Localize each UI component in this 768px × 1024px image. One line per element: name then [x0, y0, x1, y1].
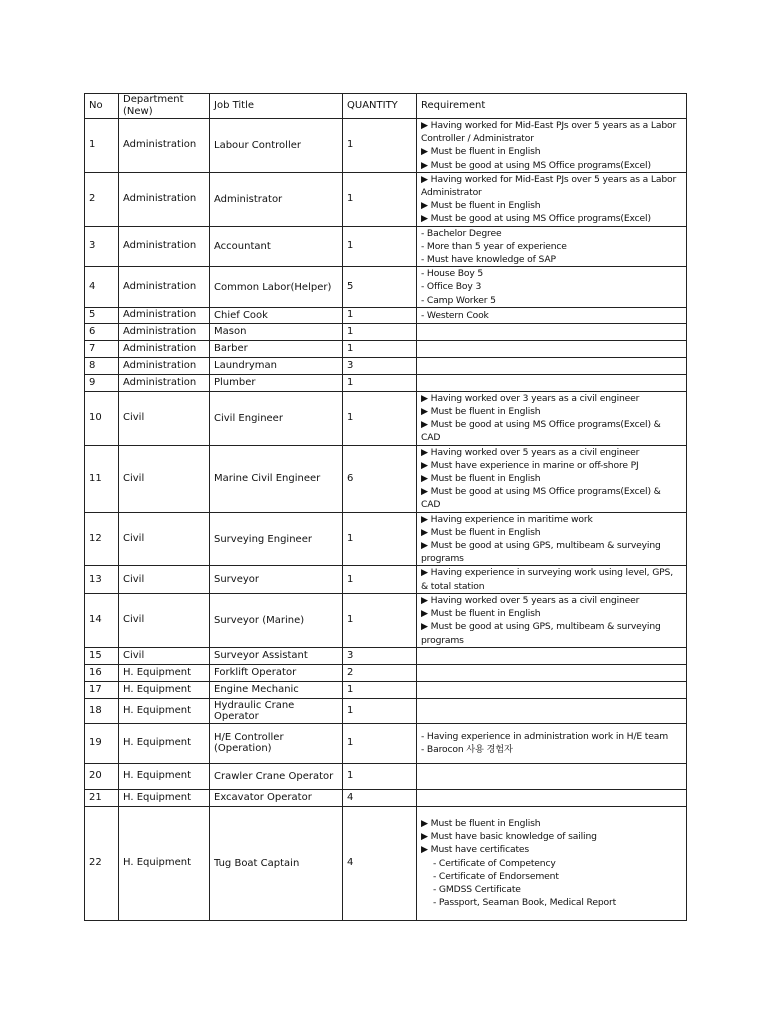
- row-department: Civil: [119, 512, 210, 566]
- requirement-line: - Barocon 사용 경험자: [421, 744, 513, 756]
- row-quantity: 3: [343, 357, 417, 374]
- row-department: Civil: [119, 647, 210, 664]
- row-department: Civil: [119, 445, 210, 512]
- row-department: H. Equipment: [119, 723, 210, 763]
- table-row: [85, 445, 687, 512]
- row-department: H. Equipment: [119, 763, 210, 789]
- row-number: 21: [85, 789, 119, 806]
- row-job-title: Common Labor(Helper): [210, 267, 343, 308]
- table-row: [85, 172, 687, 226]
- row-requirement: [417, 723, 687, 763]
- table-row: [85, 307, 687, 323]
- header-department: Department (New): [119, 94, 210, 119]
- row-number: 5: [85, 307, 119, 323]
- requirement-line: ▶ Must be fluent in English: [421, 146, 541, 158]
- row-number: 18: [85, 698, 119, 723]
- table-row: [85, 664, 687, 681]
- table-row: [85, 512, 687, 566]
- requirement-line: - Bachelor Degree: [421, 227, 502, 239]
- row-department: Administration: [119, 226, 210, 267]
- row-number: 6: [85, 323, 119, 340]
- row-department: Administration: [119, 323, 210, 340]
- row-number: 4: [85, 267, 119, 308]
- row-quantity: 1: [343, 374, 417, 391]
- requirement-line: - House Boy 5: [421, 268, 484, 280]
- row-quantity: 4: [343, 789, 417, 806]
- header-requirement: Requirement: [417, 94, 687, 119]
- row-number: 8: [85, 357, 119, 374]
- row-number: 14: [85, 593, 119, 647]
- requirement-line: ▶ Must be good at using GPS, multibeam & surveying programs: [421, 540, 661, 565]
- table-row: [85, 763, 687, 789]
- row-department: H. Equipment: [119, 681, 210, 698]
- requirement-line: - Passport, Seaman Book, Medical Report: [433, 897, 617, 909]
- table-row: [85, 593, 687, 647]
- row-quantity: 1: [343, 391, 417, 445]
- table-row: [85, 647, 687, 664]
- table-row: [85, 323, 687, 340]
- row-requirement: [417, 789, 687, 806]
- row-requirement: [417, 391, 687, 445]
- row-job-title: Marine Civil Engineer: [210, 445, 343, 512]
- row-quantity: 1: [343, 323, 417, 340]
- table-body: [85, 119, 687, 921]
- requirement-line: ▶ Having experience in surveying work using level, GPS, & total station: [421, 567, 674, 592]
- row-job-title: Laundryman: [210, 357, 343, 374]
- row-job-title: Engine Mechanic: [210, 681, 343, 698]
- job-requirements-table: [84, 93, 687, 921]
- row-number: 7: [85, 340, 119, 357]
- row-quantity: 4: [343, 806, 417, 920]
- requirement-line: ▶ Having worked over 3 years as a civil engineer: [421, 392, 640, 404]
- requirement-line: ▶ Having worked for Mid-East PJs over 5 years as a Labor Administrator: [421, 173, 677, 199]
- requirement-line: - Having experience in administration work in H/E team: [421, 731, 669, 742]
- table-row: [85, 723, 687, 763]
- row-department: Administration: [119, 357, 210, 374]
- row-quantity: 2: [343, 664, 417, 681]
- row-number: 9: [85, 374, 119, 391]
- row-number: 10: [85, 391, 119, 445]
- row-job-title: Crawler Crane Operator: [210, 763, 343, 789]
- requirement-line: - GMDSS Certificate: [433, 884, 521, 895]
- row-requirement: [417, 340, 687, 357]
- row-job-title: Tug Boat Captain: [210, 806, 343, 920]
- requirement-line: ▶ Must be fluent in English: [421, 817, 541, 829]
- row-quantity: 1: [343, 723, 417, 763]
- table-row: [85, 267, 687, 308]
- row-department: Administration: [119, 307, 210, 323]
- table-row: [85, 340, 687, 357]
- row-number: 19: [85, 723, 119, 763]
- table-row: [85, 391, 687, 445]
- row-job-title: Surveyor: [210, 566, 343, 593]
- row-requirement: [417, 593, 687, 647]
- row-requirement: [417, 172, 687, 226]
- row-quantity: 1: [343, 566, 417, 593]
- requirement-line: ▶ Must be good at using MS Office programs(Excel) & CAD: [421, 486, 661, 511]
- row-number: 15: [85, 647, 119, 664]
- row-department: Administration: [119, 374, 210, 391]
- row-job-title: H/E Controller (Operation): [210, 723, 343, 763]
- row-job-title: Barber: [210, 340, 343, 357]
- row-job-title: Civil Engineer: [210, 391, 343, 445]
- row-department: H. Equipment: [119, 664, 210, 681]
- requirement-line: ▶ Must be fluent in English: [421, 526, 541, 538]
- row-job-title: Labour Controller: [210, 119, 343, 173]
- row-quantity: 1: [343, 512, 417, 566]
- table-row: [85, 806, 687, 920]
- row-requirement: [417, 267, 687, 308]
- row-number: 12: [85, 512, 119, 566]
- row-requirement: [417, 806, 687, 920]
- row-quantity: 1: [343, 593, 417, 647]
- row-job-title: Surveyor (Marine): [210, 593, 343, 647]
- requirement-line: - More than 5 year of experience: [421, 240, 567, 252]
- row-number: 20: [85, 763, 119, 789]
- requirement-line: ▶ Having worked over 5 years as a civil engineer: [421, 594, 640, 606]
- requirement-line: - Office Boy 3: [421, 281, 482, 293]
- row-number: 17: [85, 681, 119, 698]
- row-requirement: [417, 647, 687, 664]
- requirement-line: ▶ Must be good at using GPS, multibeam & surveying programs: [421, 621, 661, 646]
- row-quantity: 1: [343, 226, 417, 267]
- row-department: H. Equipment: [119, 789, 210, 806]
- row-department: Administration: [119, 267, 210, 308]
- row-quantity: 3: [343, 647, 417, 664]
- requirement-line: ▶ Having worked over 5 years as a civil engineer: [421, 446, 640, 458]
- row-job-title: Plumber: [210, 374, 343, 391]
- requirement-line: ▶ Must be fluent in English: [421, 200, 541, 212]
- row-job-title: Accountant: [210, 226, 343, 267]
- row-requirement: [417, 374, 687, 391]
- row-job-title: Excavator Operator: [210, 789, 343, 806]
- row-requirement: [417, 698, 687, 723]
- row-requirement: [417, 763, 687, 789]
- requirement-line: - Certificate of Endorsement: [433, 870, 559, 882]
- requirement-line: - Must have knowledge of SAP: [421, 254, 556, 266]
- row-number: 1: [85, 119, 119, 173]
- row-number: 3: [85, 226, 119, 267]
- row-requirement: [417, 119, 687, 173]
- requirement-line: - Camp Worker 5: [421, 294, 496, 306]
- row-department: H. Equipment: [119, 698, 210, 723]
- row-quantity: 5: [343, 267, 417, 308]
- row-requirement: [417, 226, 687, 267]
- row-quantity: 1: [343, 698, 417, 723]
- requirement-line: ▶ Must have basic knowledge of sailing: [421, 831, 597, 843]
- row-department: H. Equipment: [119, 806, 210, 920]
- row-quantity: 1: [343, 763, 417, 789]
- table-row: [85, 357, 687, 374]
- row-requirement: [417, 566, 687, 593]
- row-requirement: [417, 512, 687, 566]
- requirement-line: ▶ Must be fluent in English: [421, 473, 541, 485]
- requirement-line: ▶ Must be good at using MS Office programs(Excel): [421, 159, 651, 171]
- row-department: Civil: [119, 566, 210, 593]
- requirement-line: - Western Cook: [421, 309, 489, 321]
- row-quantity: 1: [343, 681, 417, 698]
- table-row: [85, 698, 687, 723]
- header-no: No: [85, 94, 119, 119]
- row-department: Administration: [119, 172, 210, 226]
- row-department: Administration: [119, 340, 210, 357]
- table-header-row: [85, 94, 687, 119]
- row-number: 16: [85, 664, 119, 681]
- row-quantity: 1: [343, 172, 417, 226]
- table-row: [85, 374, 687, 391]
- table-row: [85, 681, 687, 698]
- row-number: 13: [85, 566, 119, 593]
- row-quantity: 1: [343, 340, 417, 357]
- row-department: Administration: [119, 119, 210, 173]
- header-job-title: Job Title: [210, 94, 343, 119]
- table-row: [85, 119, 687, 173]
- row-quantity: 6: [343, 445, 417, 512]
- row-department: Civil: [119, 593, 210, 647]
- requirement-line: ▶ Must be good at using MS Office programs(Excel) & CAD: [421, 419, 661, 444]
- row-requirement: [417, 357, 687, 374]
- requirement-line: ▶ Having experience in maritime work: [421, 513, 593, 525]
- row-quantity: 1: [343, 307, 417, 323]
- row-number: 22: [85, 806, 119, 920]
- requirement-line: ▶ Having worked for Mid-East PJs over 5 years as a Labor Controller / Administrator: [421, 120, 677, 145]
- row-job-title: Chief Cook: [210, 307, 343, 323]
- requirement-line: - Certificate of Competency: [433, 857, 556, 869]
- requirement-line: ▶ Must be good at using MS Office programs(Excel): [421, 213, 651, 225]
- table-row: [85, 226, 687, 267]
- row-job-title: Surveyor Assistant: [210, 647, 343, 664]
- row-job-title: Forklift Operator: [210, 664, 343, 681]
- requirement-line: ▶ Must have certificates: [421, 844, 530, 856]
- row-job-title: Administrator: [210, 172, 343, 226]
- row-department: Civil: [119, 391, 210, 445]
- row-requirement: [417, 681, 687, 698]
- row-requirement: [417, 664, 687, 681]
- requirement-line: ▶ Must have experience in marine or off-shore PJ: [421, 459, 639, 471]
- row-requirement: [417, 323, 687, 340]
- row-requirement: [417, 445, 687, 512]
- row-job-title: Surveying Engineer: [210, 512, 343, 566]
- header-quantity: QUANTITY: [343, 94, 417, 119]
- requirement-line: ▶ Must be fluent in English: [421, 608, 541, 620]
- row-job-title: Hydraulic Crane Operator: [210, 698, 343, 723]
- row-quantity: 1: [343, 119, 417, 173]
- row-number: 2: [85, 172, 119, 226]
- requirement-line: ▶ Must be fluent in English: [421, 406, 541, 418]
- table-row: [85, 566, 687, 593]
- table-row: [85, 789, 687, 806]
- row-number: 11: [85, 445, 119, 512]
- row-job-title: Mason: [210, 323, 343, 340]
- row-requirement: [417, 307, 687, 323]
